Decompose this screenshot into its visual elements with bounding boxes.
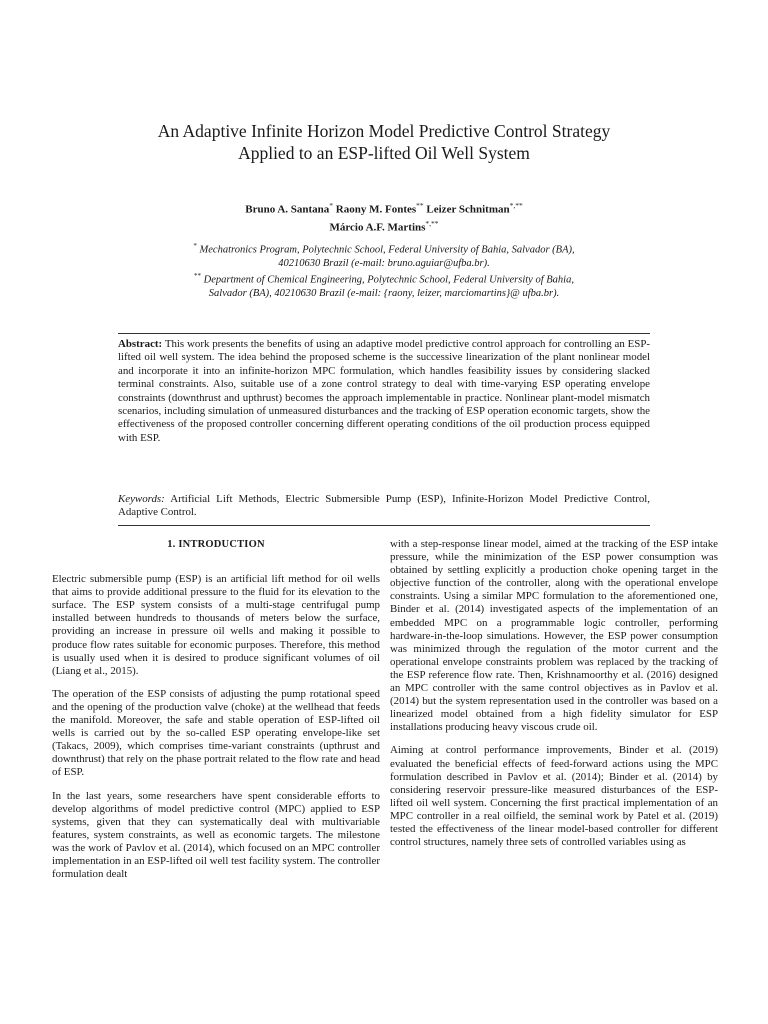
paper-title: An Adaptive Infinite Horizon Model Predictive Control Strategy Applied to an ESP-lifted Oil Well System <box>157 121 611 163</box>
author-line-1 <box>150 199 618 217</box>
keywords-label: Keywords: <box>118 493 165 505</box>
author-line-2 <box>150 217 618 235</box>
affiliation-mark: * <box>193 242 197 250</box>
author-name: Raony M. Fontes <box>335 203 417 216</box>
left-column <box>52 538 380 891</box>
author-affiliation-mark: *,** <box>509 201 523 210</box>
affiliation-mark: ** <box>194 272 202 281</box>
affiliation-text: Mechatronics Program, Polytechnic School, Federal University of Bahia, Salvador (BA), 40210630 Brazil (e-mail: bruno.aguiar@ufba.br). <box>199 244 575 269</box>
author-affiliation-mark: * <box>329 201 334 210</box>
author-list <box>150 199 618 234</box>
author-name: Bruno A. Santana <box>245 203 330 216</box>
abstract-label: Abstract: <box>118 338 163 350</box>
keywords-bottom-rule <box>118 525 650 526</box>
affiliations <box>178 240 590 301</box>
abstract-top-rule <box>118 333 650 334</box>
abstract-text: This work presents the benefits of using an adaptive model predictive control approach for controlling an ESP-lifted oil well system. The idea behind the proposed scheme is the successive linearization of the plant nonlinear model and incorporate it into an infinite-horizon MPC formulation, which handles feasibility issues by considering slacked terminal constraints. Also, suitable use of a zone control strategy to deal with time-varying ESP operating envelope constraints (downthrust and upthrust) becomes the approach implementable in practice. Nonlinear plant-model mismatch scenarios, including simulation of unmeasured disturbances and the tracking of ESP operation economic targets, show the effectiveness of the proposed controller concerning different operating conditions of the oil production process equipped with ESP. <box>118 338 651 444</box>
body-paragraph: Aiming at control performance improvements, Binder et al. (2019) evaluated the beneficial effects of feed-forward actions using the MPC formulation described in Pavlov et al. (2014); Binder et al. (2014) by considering reservoir pressure-like measured disturbances of the ESP-lifted oil well system. Concerning the first practical implementation of an MPC controller in a real oilfield, the seminal work by Patel et al. (2019) tested the effectiveness of the linear model-based controller for different control structures, namely three sets of controlled variables using as <box>390 744 718 849</box>
body-paragraph: In the last years, some researchers have spent considerable efforts to develop algorithms of model predictive control (MPC) applied to ESP systems, given that they can systematically deal with multivariable features, system constraints, as well as economic targets. The milestone was the work of Pavlov et al. (2014), which focused on an MPC controller implementation in an ESP-lifted oil well test facility system. The controller formulation dealt <box>52 789 380 881</box>
right-column <box>390 538 718 859</box>
author-affiliation-mark: ** <box>416 201 424 210</box>
keywords-text: Artificial Lift Methods, Electric Submersible Pump (ESP), Infinite-Horizon Model Predictive Control, Adaptive Control. <box>118 493 651 519</box>
author-name: Márcio A.F. Martins <box>329 221 426 234</box>
author-name: Leizer Schnitman <box>426 203 510 216</box>
body-paragraph: Electric submersible pump (ESP) is an artificial lift method for oil wells that aims to provide additional pressure to the fluid for its elevation to the surface. The ESP system consists of a multi-stage centrifugal pump installed between hundreds to thousands of meters below the surface, providing an increase in pressure oil wells and making it possible to produce flow rates suitable for economic purposes. Therefore, this method is usually used when it is desired to produce significant volumes of oil (Liang et al., 2015). <box>52 573 380 677</box>
abstract <box>118 338 650 445</box>
body-paragraph: with a step-response linear model, aimed at the tracking of the ESP intake pressure, while the minimization of the ESP power consumption was obtained by settling explicitly a production choke opening target in the objective function of the controller, along with the operational envelope constraints. Using a similar MPC formulation to the aforementioned one, Binder et al. (2014) investigated aspects of the implementation of an embedded MPC on a programmable logic controller, performing hardware-in-the-loop simulations. However, the ESP power consumption was minimized through the regulation of the motor current and the operational envelope constraints problem was replaced by the tracking of the ESP reference flow rate. Then, Krishnamoorthy et al. (2016) designed an MPC controller with the same control objectives as in Pavlov et al. (2014) but the system representation used in the controller was based on a linearized model obtained from a high fidelity simulator for ESP installations producing heavy viscous crude oil. <box>390 538 718 734</box>
section-heading: 1. INTRODUCTION <box>167 539 265 550</box>
affiliation-item <box>178 270 590 300</box>
keywords <box>118 493 650 520</box>
author-affiliation-mark: *,** <box>425 218 439 228</box>
affiliation-item <box>178 240 590 270</box>
affiliation-text: Department of Chemical Engineering, Polytechnic School, Federal University of Bahia, Salvador (BA), 40210630 Brazil (e-mail: {raony, leizer, marciomartins}@ ufba.br). <box>203 274 574 300</box>
body-paragraph: The operation of the ESP consists of adjusting the pump rotational speed and the opening of the production valve (choke) at the wellhead that feeds the manifold. Moreover, the safe and stable operation of ESP-lifted oil wells is carried out by the so-called ESP operating envelope-like set (Takacs, 2009), which comprises time-variant constraints (upthrust and downthrust) that rely on the phase portrait related to the flow rate and head of ESP. <box>52 687 380 779</box>
